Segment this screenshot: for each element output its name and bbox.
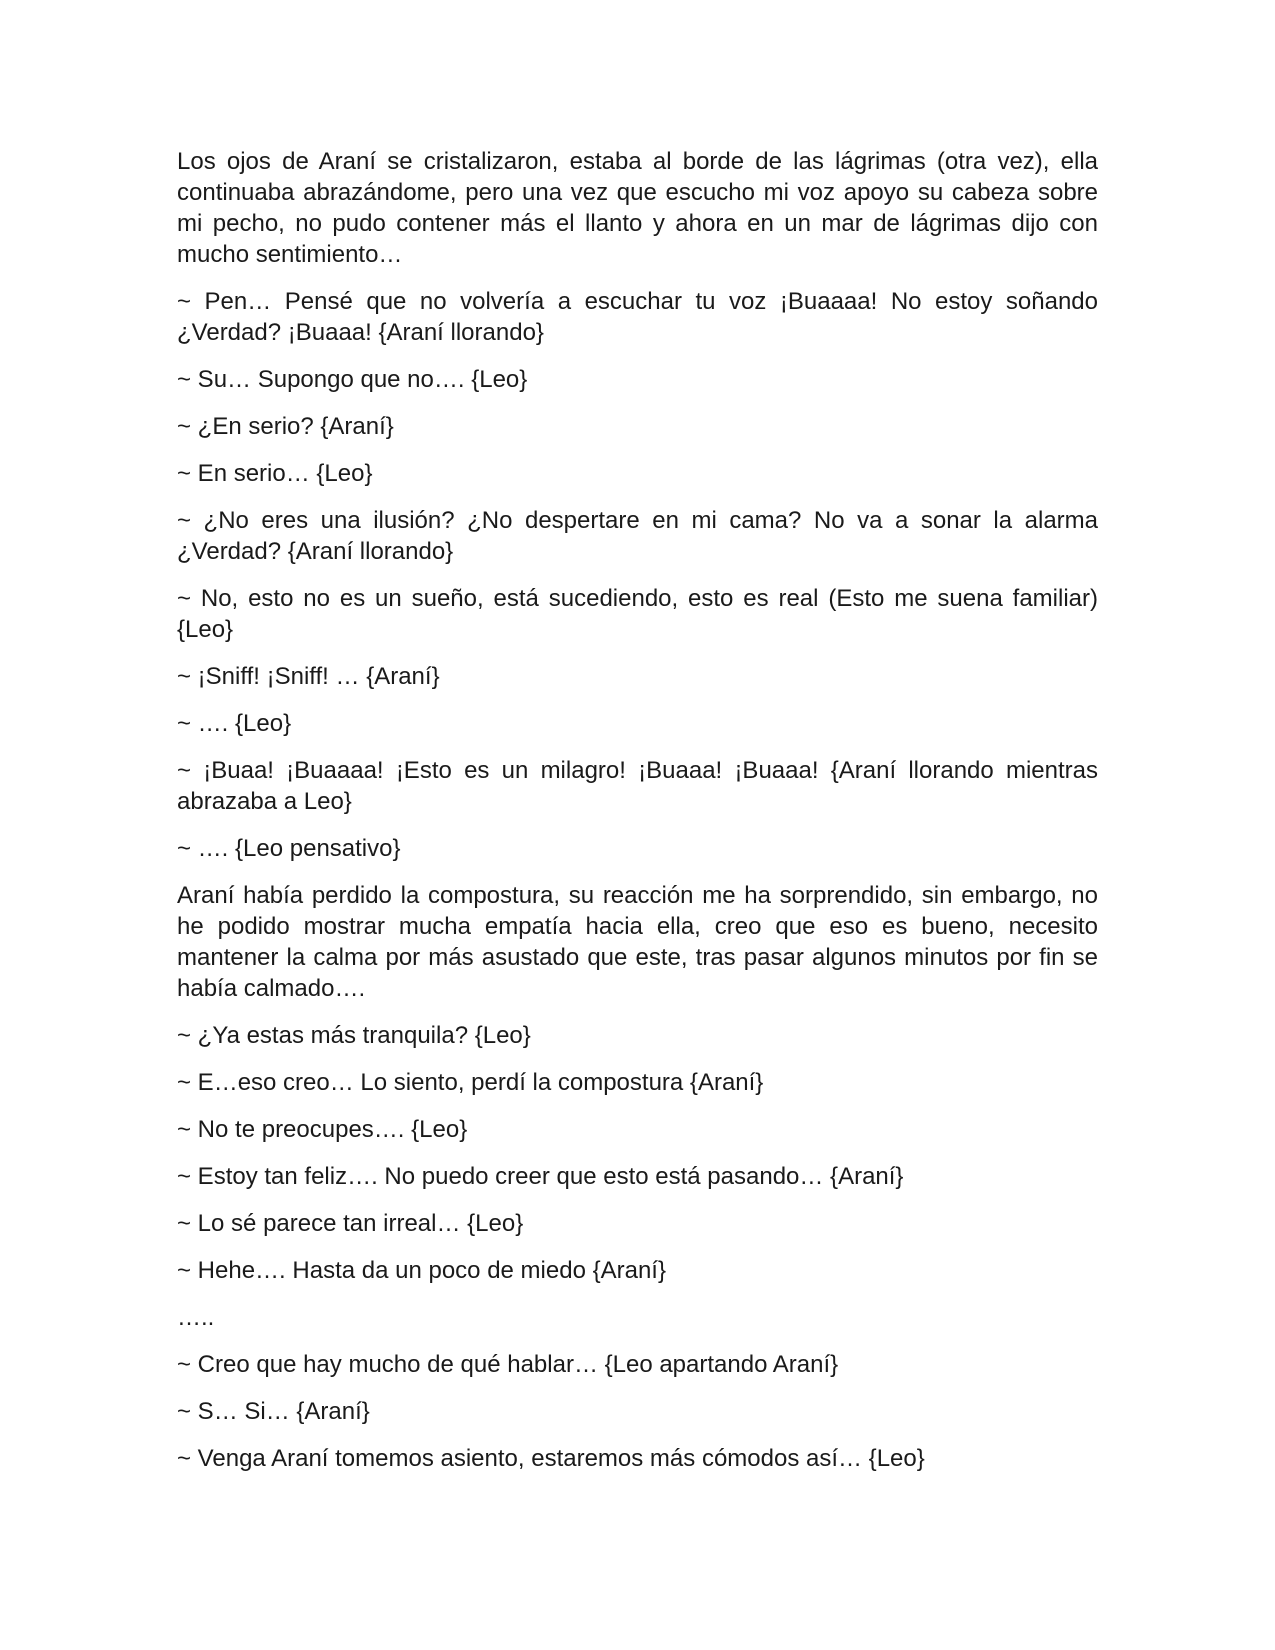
dialogue-line: ~ Pen… Pensé que no volvería a escuchar tu voz ¡Buaaaa! No estoy soñando ¿Verdad? ¡Buaaa! {Araní llorando} [177, 288, 1098, 346]
dialogue-line: ~ En serio… {Leo} [177, 460, 373, 487]
dialogue-line: ~ S… Si… {Araní} [177, 1398, 370, 1425]
dialogue-line: ~ ¡Sniff! ¡Sniff! … {Araní} [177, 663, 440, 690]
narration-paragraph: Los ojos de Araní se cristalizaron, estaba al borde de las lágrimas (otra vez), ella continuaba abrazándome, pero una vez que escucho mi voz apoyo su cabeza sobre mi pecho, no pudo contener más el llanto y ahora en un mar de lágrimas dijo con mucho sentimiento… [177, 148, 1098, 268]
scene-break: ….. [177, 1304, 215, 1331]
dialogue-line: ~ Hehe…. Hasta da un poco de miedo {Araní} [177, 1257, 666, 1284]
document-page [177, 146, 1098, 1490]
dialogue-line: ~ ¿Ya estas más tranquila? {Leo} [177, 1022, 531, 1049]
dialogue-line: ~ Creo que hay mucho de qué hablar… {Leo apartando Araní} [177, 1351, 839, 1378]
dialogue-line: ~ ¿En serio? {Araní} [177, 413, 394, 440]
dialogue-line: ~ Su… Supongo que no…. {Leo} [177, 366, 528, 393]
dialogue-line: ~ No, esto no es un sueño, está sucediendo, esto es real (Esto me suena familiar) {Leo} [177, 585, 1098, 643]
dialogue-line: ~ ¡Buaa! ¡Buaaaa! ¡Esto es un milagro! ¡Buaaa! ¡Buaaa! {Araní llorando mientras abrazaba a Leo} [177, 757, 1098, 815]
narration-paragraph: Araní había perdido la compostura, su reacción me ha sorprendido, sin embargo, no he podido mostrar mucha empatía hacia ella, creo que eso es bueno, necesito mantener la calma por más asustado que este, tras pasar algunos minutos por fin se había calmado…. [177, 882, 1098, 1002]
dialogue-line: ~ Lo sé parece tan irreal… {Leo} [177, 1210, 524, 1237]
dialogue-line: ~ ¿No eres una ilusión? ¿No despertare en mi cama? No va a sonar la alarma ¿Verdad? {Araní llorando} [177, 507, 1098, 565]
dialogue-line: ~ …. {Leo pensativo} [177, 835, 401, 862]
dialogue-line: ~ E…eso creo… Lo siento, perdí la compostura {Araní} [177, 1069, 764, 1096]
dialogue-line: ~ Estoy tan feliz…. No puedo creer que esto está pasando… {Araní} [177, 1163, 904, 1190]
dialogue-line: ~ Venga Araní tomemos asiento, estaremos más cómodos así… {Leo} [177, 1445, 925, 1472]
dialogue-line: ~ …. {Leo} [177, 710, 292, 737]
dialogue-line: ~ No te preocupes…. {Leo} [177, 1116, 468, 1143]
